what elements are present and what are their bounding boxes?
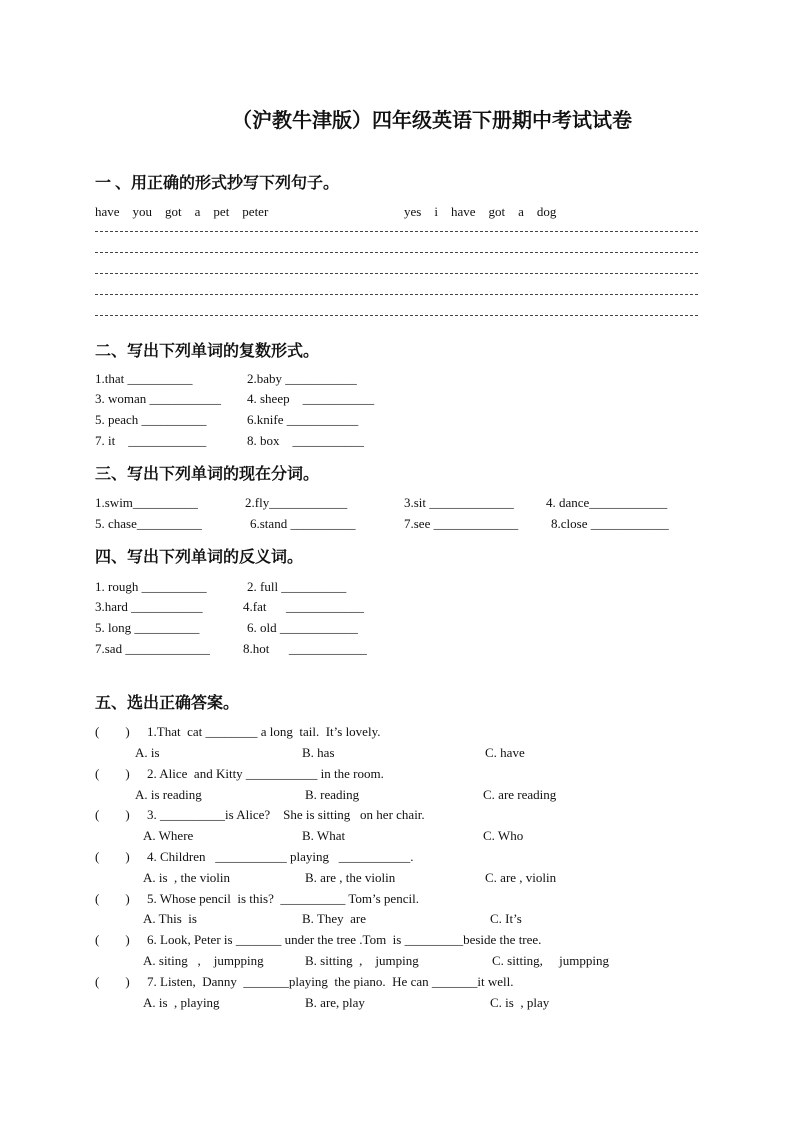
answer-blank[interactable]: ( ) — [95, 807, 130, 822]
plural-item: 2.baby ___________ — [247, 371, 357, 386]
participle-item: 8.close ____________ — [551, 516, 669, 531]
option-b: B. What — [302, 828, 346, 843]
option-a: A. is reading — [135, 787, 202, 802]
question-text: 7. Listen, Danny _______playing the piano. He can _______it well. — [147, 974, 514, 989]
participle-item: 3.sit _____________ — [404, 495, 514, 510]
page-title: （沪教牛津版）四年级英语下册期中考试试卷 — [232, 110, 632, 132]
question-text: 3. __________is Alice? She is sitting on her chair. — [147, 807, 425, 822]
question-text: 1.That cat ________ a long tail. It’s lovely. — [147, 724, 381, 739]
option-a: A. siting , jumpping — [143, 953, 264, 968]
participle-item: 5. chase__________ — [95, 516, 202, 531]
antonym-item: 6. old ____________ — [247, 620, 358, 635]
option-b: B. has — [302, 745, 335, 760]
option-b: B. are , the violin — [305, 870, 396, 885]
option-a: A. is , the violin — [143, 870, 231, 885]
option-c: C. is , play — [490, 995, 550, 1010]
answer-blank[interactable]: ( ) — [95, 724, 130, 739]
plural-item: 4. sheep ___________ — [247, 391, 375, 406]
plural-item: 5. peach __________ — [95, 412, 207, 427]
answer-blank[interactable]: ( ) — [95, 766, 130, 781]
option-a: A. Where — [143, 828, 194, 843]
section-1-heading: 一 、用正确的形式抄写下列句子。 — [95, 175, 340, 192]
plural-item: 8. box ___________ — [247, 433, 364, 448]
section-2-heading: 二、写出下列单词的复数形式。 — [95, 343, 320, 360]
question-text: 4. Children ___________ playing ___________. — [147, 849, 414, 864]
participle-item: 1.swim__________ — [95, 495, 198, 510]
option-a: A. This is — [143, 911, 197, 926]
section-5-heading: 五、选出正确答案。 — [95, 695, 240, 712]
antonym-item: 1. rough __________ — [95, 579, 207, 594]
option-c: C. are , violin — [485, 870, 557, 885]
antonym-item: 8.hot ____________ — [243, 641, 367, 656]
writing-line-4 — [95, 294, 698, 295]
option-c: C. are reading — [483, 787, 557, 802]
option-a: A. is — [135, 745, 160, 760]
sentence-b: yes i have got a dog — [404, 204, 557, 219]
antonym-item: 5. long __________ — [95, 620, 200, 635]
option-b: B. sitting , jumping — [305, 953, 419, 968]
sentence-a: have you got a pet peter — [95, 204, 269, 219]
participle-item: 7.see _____________ — [404, 516, 519, 531]
participle-item: 2.fly____________ — [245, 495, 348, 510]
section-4-heading: 四、写出下列单词的反义词。 — [95, 549, 304, 566]
writing-line-3 — [95, 273, 698, 274]
antonym-item: 3.hard ___________ — [95, 599, 203, 614]
writing-line-1 — [95, 231, 698, 232]
answer-blank[interactable]: ( ) — [95, 932, 130, 947]
option-c: C. Who — [483, 828, 524, 843]
antonym-item: 7.sad _____________ — [95, 641, 210, 656]
option-a: A. is , playing — [143, 995, 220, 1010]
option-c: C. sitting, jumpping — [492, 953, 610, 968]
writing-line-5 — [95, 315, 698, 316]
option-b: B. They are — [302, 911, 367, 926]
option-b: B. reading — [305, 787, 360, 802]
question-text: 2. Alice and Kitty ___________ in the room. — [147, 766, 384, 781]
option-c: C. have — [485, 745, 525, 760]
participle-item: 6.stand __________ — [250, 516, 356, 531]
antonym-item: 2. full __________ — [247, 579, 347, 594]
plural-item: 7. it ____________ — [95, 433, 207, 448]
plural-item: 1.that __________ — [95, 371, 193, 386]
answer-blank[interactable]: ( ) — [95, 891, 130, 906]
writing-line-2 — [95, 252, 698, 253]
option-c: C. It’s — [490, 911, 522, 926]
plural-item: 3. woman ___________ — [95, 391, 222, 406]
question-text: 5. Whose pencil is this? __________ Tom’s pencil. — [147, 891, 419, 906]
question-text: 6. Look, Peter is _______ under the tree .Tom is _________beside the tree. — [147, 932, 542, 947]
participle-item: 4. dance____________ — [546, 495, 668, 510]
plural-item: 6.knife ___________ — [247, 412, 359, 427]
antonym-item: 4.fat ____________ — [243, 599, 364, 614]
answer-blank[interactable]: ( ) — [95, 849, 130, 864]
option-b: B. are, play — [305, 995, 365, 1010]
section-3-heading: 三、写出下列单词的现在分词。 — [95, 466, 320, 483]
answer-blank[interactable]: ( ) — [95, 974, 130, 989]
